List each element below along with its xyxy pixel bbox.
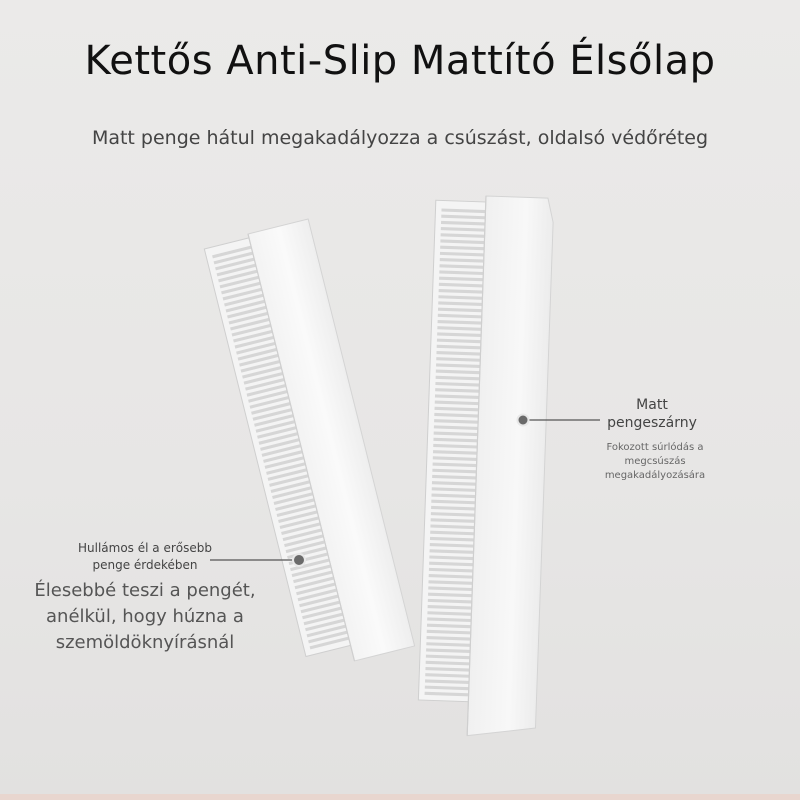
- right-blade: [417, 194, 554, 738]
- right-callout-description: [580, 441, 730, 483]
- left-callout-marker: [293, 554, 305, 566]
- bottom-strip: [0, 794, 800, 800]
- page-title: Kettős Anti-Slip Mattító Élsőlap: [84, 38, 716, 84]
- right-callout-sub-line1: Fokozott súrlódás a: [606, 442, 704, 453]
- right-callout-sub-line3: megakadályozására: [604, 470, 706, 481]
- right-callout-title: [572, 396, 732, 432]
- page-subtitle: Matt penge hátul megakadályozza a csúszást, oldalsó védőréteg: [91, 127, 709, 149]
- left-callout-sub-line1: Élesebbé teszi a pengét,: [34, 580, 256, 601]
- left-callout-sub-line2: anélkül, hogy húzna a: [46, 606, 244, 627]
- right-callout-title-line2: pengeszárny: [607, 415, 697, 431]
- right-callout-title-line1: Matt: [636, 397, 668, 413]
- right-callout-marker: [518, 415, 529, 426]
- left-callout-title: [30, 540, 260, 574]
- left-callout-sub-line3: szemöldöknyírásnál: [55, 632, 235, 653]
- left-callout-title-line1: Hullámos él a erősebb: [78, 541, 212, 555]
- left-callout-title-line2: penge érdekében: [92, 558, 198, 572]
- left-callout-description: [10, 578, 280, 656]
- right-callout-sub-line2: megcsúszás: [624, 456, 686, 467]
